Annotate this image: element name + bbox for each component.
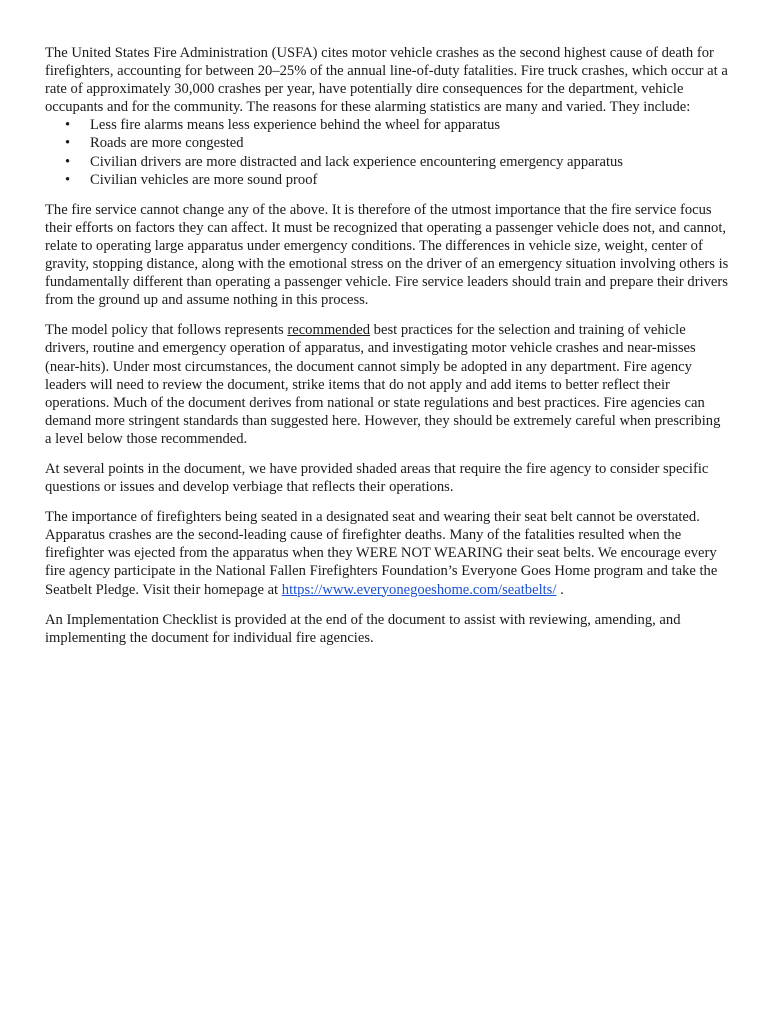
list-item-text: Civilian drivers are more distracted and lack experience encountering emergency apparatus xyxy=(90,153,623,170)
document-page xyxy=(45,44,729,659)
fire-service-paragraph: The fire service cannot change any of the above. It is therefore of the utmost importance that the fire service focus their efforts on factors they can affect. It must be recognized that operating a passenger vehicle does not, and cannot, relate to operating large apparatus under emergency conditions. The differences in vehicle size, weight, center of gravity, stopping distance, along with the emotional stress on the driver of an emergency situation involving others is fundamentally different than operating a passenger vehicle. Fire service leaders should train and prepare their drivers from the ground up and assume nothing in this process. xyxy=(45,201,729,309)
seatbelt-text-end: . xyxy=(556,581,564,598)
model-policy-text-end: best practices for the selection and training of vehicle drivers, routine and emergency operation of apparatus, and investigating motor vehicle crashes and near-misses (near-hits). Under most circumstances, the document cannot simply be adopted in any department. Fire agency leaders will need to review the document, strike items that do not apply and add items to better reflect their operations. Much of the document derives from national or state regulations and best practices. Fire agencies can demand more stringent standards than suggested here. However, they should be extremely careful when prescribing a level below those recommended. xyxy=(45,322,721,447)
list-item xyxy=(45,116,729,134)
intro-paragraph: The United States Fire Administration (USFA) cites motor vehicle crashes as the second highest cause of death for firefighters, accounting for between 20–25% of the annual line-of-duty fatalities. Fire truck crashes, which occur at a rate of approximately 30,000 crashes per year, have potentially dire consequences for the department, vehicle occupants and for the community. The reasons for these alarming statistics are many and varied. They include: xyxy=(45,45,728,116)
shaded-areas-paragraph: At several points in the document, we have provided shaded areas that require the fire agency to consider specific questions or issues and develop verbiage that reflects their operations. xyxy=(45,460,709,496)
bullet-icon: • xyxy=(65,171,71,188)
bullet-icon: • xyxy=(65,117,71,134)
list-item xyxy=(45,171,729,189)
recommended-emphasis: recommended xyxy=(287,322,371,339)
list-item-text: Roads are more congested xyxy=(90,135,244,152)
bullet-icon: • xyxy=(65,153,71,170)
model-policy-text-start: The model policy that follows represents xyxy=(45,322,288,339)
list-item xyxy=(45,153,729,171)
seatbelt-paragraph xyxy=(45,508,729,598)
list-item-text: Less fire alarms means less experience behind the wheel for apparatus xyxy=(90,117,501,134)
list-item xyxy=(45,134,729,152)
model-policy-paragraph xyxy=(45,321,729,448)
reasons-list xyxy=(45,116,729,188)
seatbelts-link[interactable]: https://www.everyonegoeshome.com/seatbelts/ xyxy=(281,581,557,598)
bullet-icon: • xyxy=(65,135,71,152)
list-item-text: Civilian vehicles are more sound proof xyxy=(90,171,318,188)
seatbelt-text-start: The importance of firefighters being seated in a designated seat and wearing their seat belt cannot be overstated. Apparatus crashes are the second-leading cause of firefighter deaths. Many of the fatalities resulted when the firefighter was ejected from the apparatus when they WERE NOT WEARING their seat belts. We encourage every fire agency participate in the National Fallen Firefighters Foundation’s Everyone Goes Home program and take the Seatbelt Pledge. Visit their homepage at xyxy=(45,509,718,598)
checklist-paragraph: An Implementation Checklist is provided at the end of the document to assist with reviewing, amending, and implementing the document for individual fire agencies. xyxy=(45,611,681,646)
